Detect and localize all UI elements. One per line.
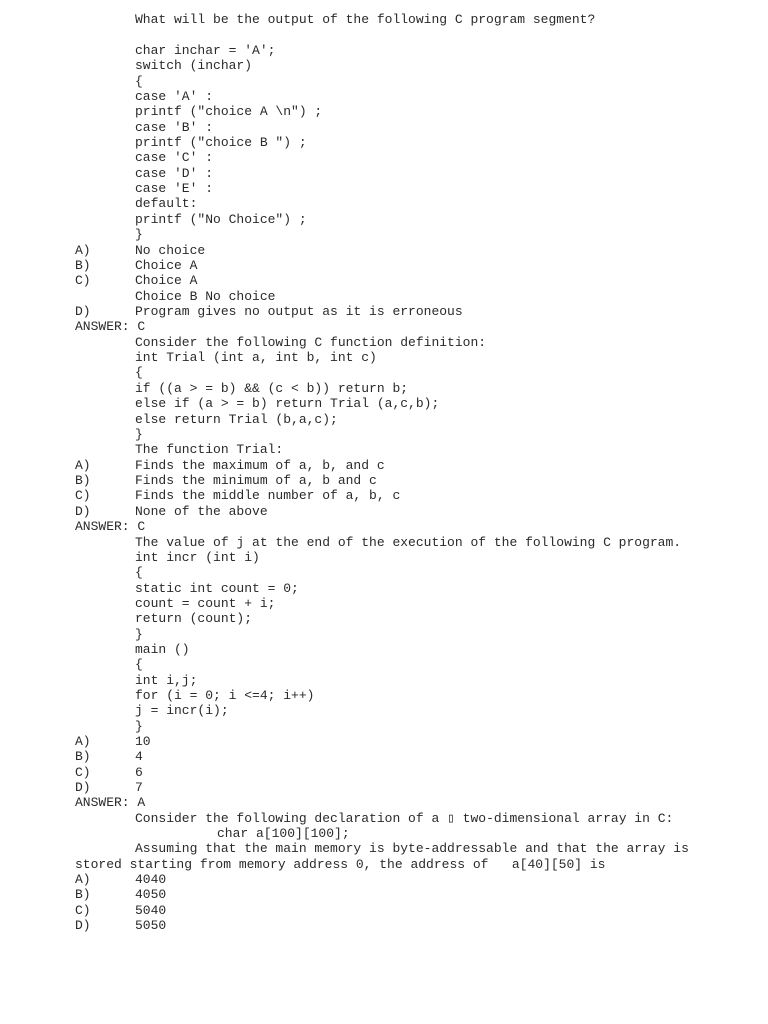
document-page: What will be the output of the following C program segment? char inchar = 'A'; switch (inchar) { case 'A' : printf ("choice A \n") ; case 'B' : printf ("choice B ") ; case 'C' : case 'D' : case 'E' : default: printf ("No Choice") ; } A) No choice B) Choice A C) Choice A Choice B No choice D) Program gives no output as it is erroneous ANSWER: C Consider the following C function definition: int Trial (int a, int b, int c) { if ((a > = b) && (c < b)) return b; else if (a > = b) return Trial (a,c,b); else return Trial (b,a,c); } The function Trial: A) Finds the maximum of a, b, and c B) Finds the minimum of a, b and c C) Finds the middle number of a, b, c D) None of the above ANSWER: C The value of j at the end of the execution of the following C program. int incr (int i) { static int count = 0; count = count + i; return (count); } main () { int i,j; for (i = 0; i <=4; i++) j = incr(i); } A) 10 B) 4 C) 6 D) 7 ANSWER: A Consider the following declaration of a ▯ two-dimensional array in C: char a[100][100]; Assuming that the main memory is byte-addressable and that the array is stored starting from memory address 0, the address of a[40][50] is A) 4040 B) 4050 C) 5040 D) 5050 [75, 12, 689, 933]
